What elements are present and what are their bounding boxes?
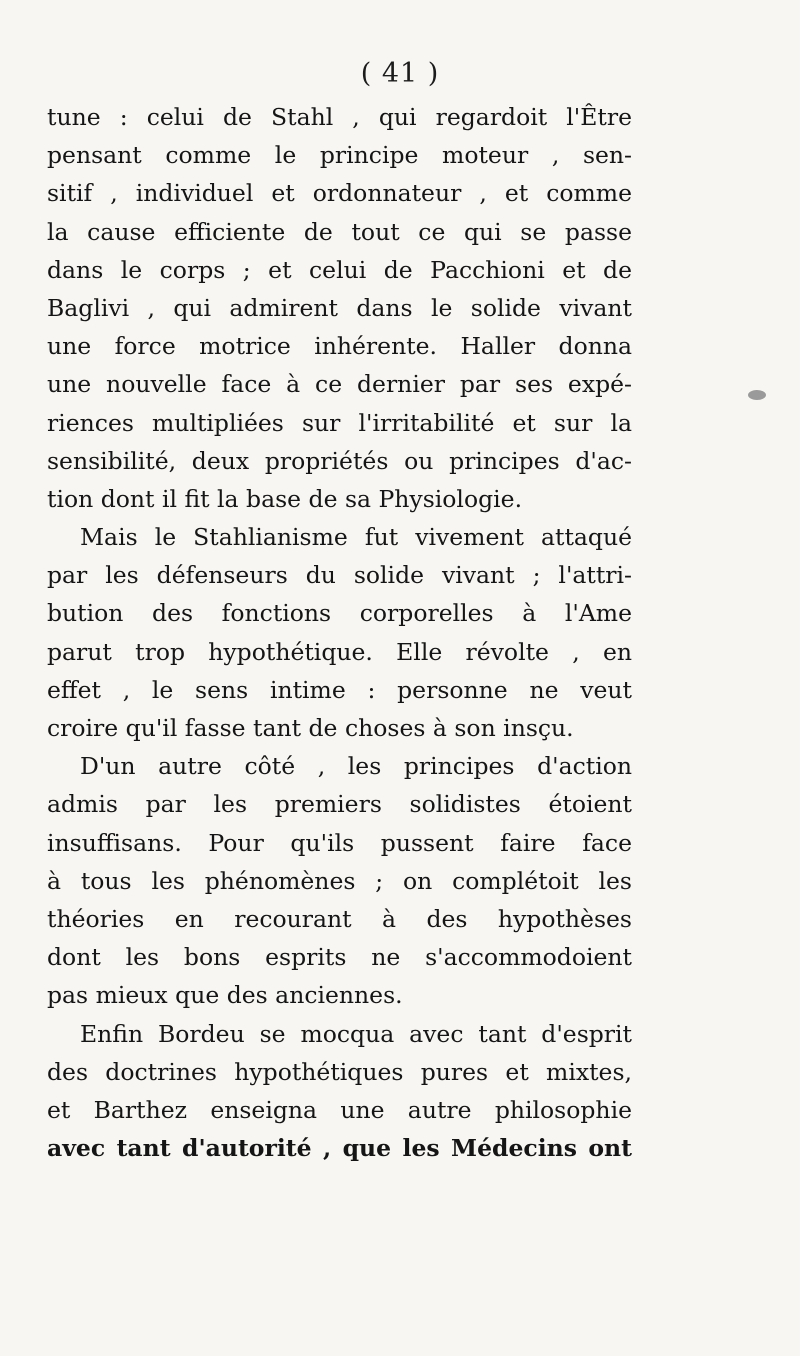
text-line: sitif , individuel et ordonnateur , et comme (47, 179, 632, 208)
text-line: théories en recourant à des hypothèses (47, 904, 632, 933)
text-line: bution des fonctions corporelles à l'Ame (47, 599, 632, 628)
text-line: sensibilité, deux propriétés ou principes d'ac- (47, 446, 632, 475)
text-line: riences multipliées sur l'irritabilité et sur la (47, 408, 632, 437)
body-text (47, 98, 632, 1167)
text-line: des doctrines hypothétiques pures et mixtes, (47, 1057, 632, 1086)
text-line: et Barthez enseigna une autre philosophie (47, 1095, 632, 1124)
text-line: croire qu'il fasse tant de choses à son insçu. (47, 714, 574, 742)
page-number: ( 41 ) (360, 58, 440, 89)
text-line: insuffisans. Pour qu'ils pussent faire face (47, 828, 632, 857)
text-line: pas mieux que des anciennes. (47, 981, 403, 1010)
text-line: une nouvelle face à ce dernier par ses expé- (47, 370, 632, 399)
text-line: avec tant d'autorité , que les Médecins ont (47, 1134, 632, 1163)
text-line: à tous les phénomènes ; on complétoit les (47, 866, 632, 895)
text-line: parut trop hypothétique. Elle révolte , en (47, 637, 632, 666)
text-line: admis par les premiers solidistes étoient (47, 790, 632, 819)
text-line: Mais le Stahlianisme fut vivement attaqué (80, 523, 632, 552)
text-line: pensant comme le principe moteur , sen- (47, 141, 632, 170)
text-line: Baglivi , qui admirent dans le solide vivant (47, 293, 632, 322)
text-line: dans le corps ; et celui de Pacchioni et de (47, 255, 632, 284)
text-line: dont les bons esprits ne s'accommodoient (47, 943, 632, 972)
text-line: D'un autre côté , les principes d'action (80, 752, 632, 781)
text-line: effet , le sens intime : personne ne veut (47, 675, 632, 704)
text-line: par les défenseurs du solide vivant ; l'attri- (47, 561, 632, 590)
text-line: la cause efficiente de tout ce qui se passe (47, 217, 632, 246)
text-line: tune : celui de Stahl , qui regardoit l'Être (47, 103, 632, 131)
margin-ink-mark (748, 390, 766, 400)
text-line: tion dont il fit la base de sa Physiologie. (47, 484, 523, 513)
text-line: une force motrice inhérente. Haller donna (47, 332, 632, 361)
text-line: Enfin Bordeu se mocqua avec tant d'esprit (80, 1019, 632, 1048)
